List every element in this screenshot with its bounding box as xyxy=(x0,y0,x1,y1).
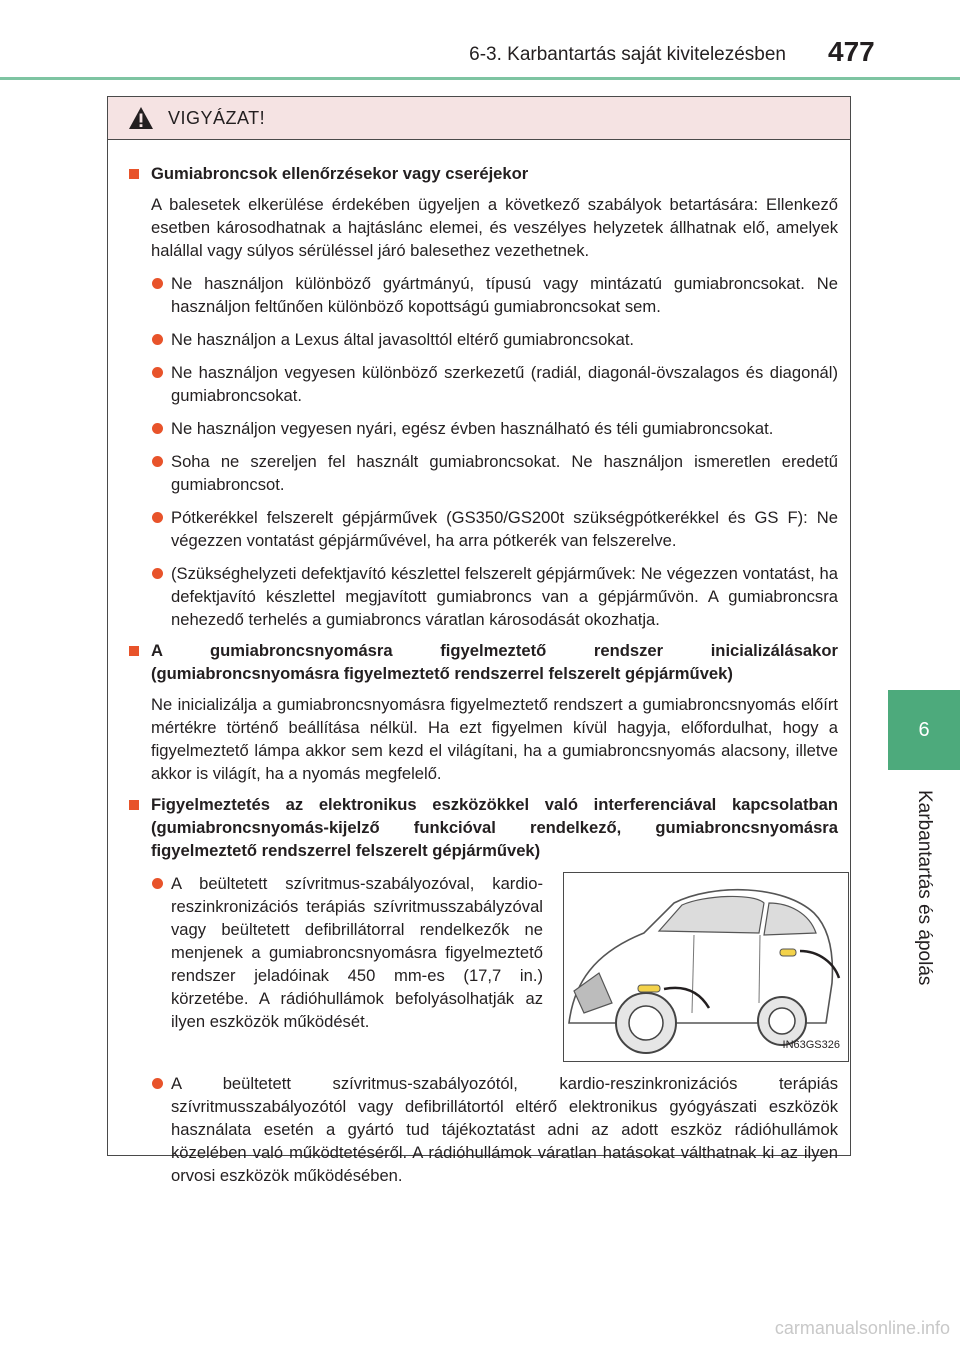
list-item: Soha ne szereljen fel használt gumiabroncsokat. Ne használjon ismeretlen eredetű gumiabroncsot. xyxy=(127,450,838,496)
list-item: Ne használjon különböző gyártmányú, típusú vagy mintázatú gumiabroncsokat. Ne használjon feltűnően különböző kopottságú gumiabroncsokat sem. xyxy=(127,272,838,318)
chapter-tab xyxy=(888,690,960,770)
circle-bullet-icon xyxy=(152,334,163,345)
circle-bullet-icon xyxy=(152,512,163,523)
list-item: (Szükséghelyzeti defektjavító készlettel felszerelt gépjárművek: Ne végezzen vontatást, ha defektjavító készlettel megjavított gumiabroncs van a gépjárművön. A gumiabroncsra nehezedő terhelés a gumiabroncs váratlan károsodását okozhatja. xyxy=(127,562,838,631)
list-item: Ne használjon vegyesen nyári, egész évben használható és téli gumiabroncsokat. xyxy=(127,417,838,440)
circle-bullet-icon xyxy=(152,367,163,378)
warning-header xyxy=(108,97,850,140)
section-title: A gumiabroncsnyomásra figyelmeztető rendszer inicializálásakor (gumiabroncsnyomásra figyelmeztető rendszerrel felszerelt gépjárművek) xyxy=(127,639,838,685)
list-item: A beültetett szívritmus-szabályozóval, kardio-reszinkronizációs terápiás szívritmusszabályzóval vagy beültetett defibrillátorral rendelkezők ne menjenek a gumiabroncsnyomásra figyelmeztető rendszer jeladóinak 450 mm-es (17,7 in.) körzetébe. A rádióhullámok befolyásolhatják az ilyen eszközök működését. xyxy=(127,872,543,1062)
square-bullet-icon xyxy=(129,646,139,656)
section-title: Figyelmeztetés az elektronikus eszközökkel való interferenciával kapcsolatban (gumiabroncsnyomás-kijelző funkcióval rendelkező, gumiabroncsnyomásra figyelmeztető rendszerrel felszerelt gépjárművek) xyxy=(127,793,838,862)
section-title: Gumiabroncsok ellenőrzésekor vagy cseréjekor xyxy=(127,162,838,185)
page-number: 477 xyxy=(828,36,875,67)
circle-bullet-icon xyxy=(152,568,163,579)
warning-triangle-icon xyxy=(128,106,154,130)
list-item: Pótkerékkel felszerelt gépjárművek (GS350/GS200t szükségpótkerékkel és GS F): Ne végezzen vontatást gépjárművével, ha arra pótkerék van felszerelve. xyxy=(127,506,838,552)
car-illustration xyxy=(564,873,847,1060)
list-item: Ne használjon a Lexus által javasolttól eltérő gumiabroncsokat. xyxy=(127,328,838,351)
chapter-number: 6 xyxy=(918,718,930,741)
running-header-title: 6-3. Karbantartás saját kivitelezésben xyxy=(469,44,786,65)
warning-title: VIGYÁZAT! xyxy=(168,107,266,128)
warning-box xyxy=(107,96,851,1185)
section-intro: A balesetek elkerülése érdekében ügyeljen a következő szabályok betartására: Ellenkező esetben károsodhatnak a hajtáslánc elemei, és veszélyes helyzetek állhatnak elő, amelyek halállal vagy súlyos sérüléssel járó balesethez vezethetnek. xyxy=(151,195,838,260)
figure-code: IN63GS326 xyxy=(782,1039,840,1051)
list-item: Ne használjon vegyesen különböző szerkezetű (radiál, diagonál-övszalagos és diagonál) gumiabroncsokat. xyxy=(127,361,838,407)
square-bullet-icon xyxy=(129,800,139,810)
list-item: A beültetett szívritmus-szabályozótól, kardio-reszinkronizációs terápiás szívritmusszabályozótól vagy defibrillátortól eltérő elektronikus gyógyászati eszközök használata esetén a gyártó tud tájékoztatást adni az adott eszköz rádióhullámok közelében való működtetéséről. A rádióhullámok váratlan hatásokat válthatnak ki az ilyen orvosi eszközök működésében. xyxy=(127,1072,838,1187)
section-intro: Ne inicializálja a gumiabroncsnyomásra figyelmeztető rendszert a gumiabroncsnyomás előírt mértékre történő beállítása nélkül. Ha ezt figyelmen kívül hagyja, előfordulhat, hogy a figyelmeztető lámpa akkor sem kezd el világítani, ha a gumiabroncsnyomás alacsony, illetve akkor is világít, ha a nyomás megfelelő. xyxy=(151,695,838,783)
car-sensor-illustration xyxy=(563,872,849,1062)
footer-watermark: carmanualsonline.info xyxy=(774,1318,950,1338)
circle-bullet-icon xyxy=(152,278,163,289)
warning-content xyxy=(108,140,850,1187)
bullet-with-figure xyxy=(127,872,838,1062)
header-divider xyxy=(0,77,960,80)
chapter-title-vertical: Karbantartás és ápolás xyxy=(914,790,935,986)
circle-bullet-icon xyxy=(152,456,163,467)
square-bullet-icon xyxy=(129,169,139,179)
circle-bullet-icon xyxy=(152,878,163,889)
circle-bullet-icon xyxy=(152,1078,163,1089)
circle-bullet-icon xyxy=(152,423,163,434)
